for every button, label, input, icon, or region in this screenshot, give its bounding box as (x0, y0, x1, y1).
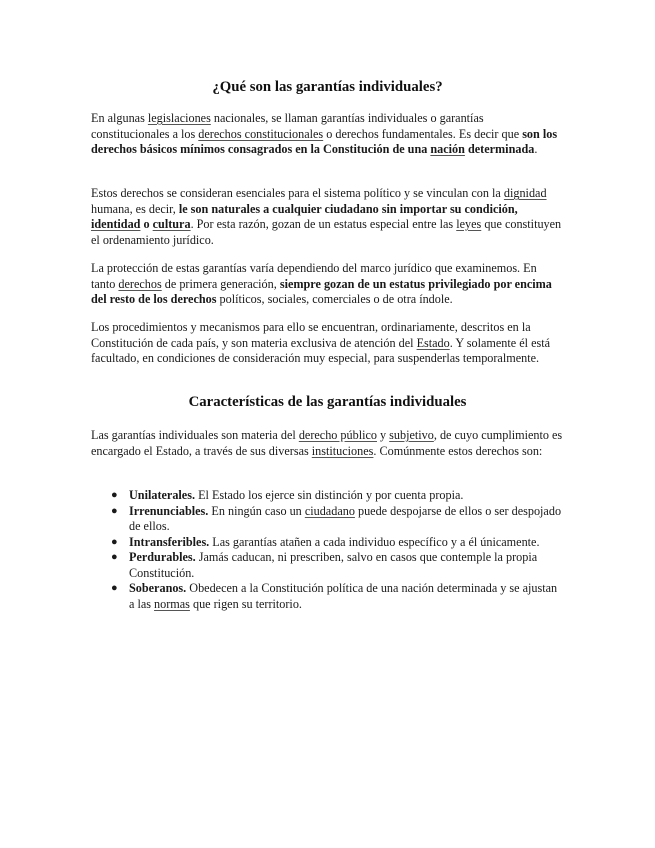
term: Unilaterales. (129, 488, 196, 502)
paragraph-procedimientos (91, 320, 564, 367)
text: Obedecen a la Constitución política de una nación determinada y se ajustan a las (129, 581, 558, 611)
paragraph-esenciales (91, 186, 564, 248)
text: En ningún caso un (208, 503, 305, 518)
text: que rigen su territorio. (189, 596, 302, 611)
characteristics-list (91, 488, 564, 612)
link-nacion[interactable]: nación (430, 142, 465, 156)
bold-text: o (140, 217, 153, 231)
paragraph-intro (91, 111, 564, 158)
text: nacionales, se llaman garantías individuales o garantías constitucionales a los (91, 111, 484, 141)
text: de primera generación, (161, 276, 280, 291)
text: . (534, 142, 538, 156)
bold-text: son los derechos básicos mínimos consagrados en la Constitución de una (91, 126, 558, 156)
text: Los procedimientos y mecanismos para ello se encuentran, ordinariamente, descritos en la Constitución de cada país, y son materia exclusiva de atención del (91, 320, 531, 350)
text: y (376, 428, 390, 442)
term: Irrenunciables. (129, 503, 209, 518)
text: puede despojarse de ellos o ser despojado de ellos. (129, 503, 562, 533)
bullet-icon: ● (111, 489, 118, 501)
text: . Por esta razón, gozan de un estatus especial entre las (190, 217, 457, 231)
text: políticos, sociales, comerciales o de otra índole. (216, 292, 453, 306)
text: , de cuyo cumplimiento es encargado el Estado, a través de sus diversas (91, 428, 563, 458)
link-derechos[interactable]: derechos (118, 276, 162, 291)
term: Intransferibles. (129, 534, 210, 549)
list-item-soberanos (91, 581, 564, 612)
text: . Comúnmente estos derechos son: (373, 443, 543, 458)
paragraph-materia (91, 428, 564, 459)
bold-text: determinada (464, 142, 535, 156)
link-legislaciones[interactable]: legislaciones (147, 111, 211, 125)
bullet-icon: ● (111, 535, 118, 548)
bold-text: le son naturales a cualquier ciudadano sin importar su condición, (178, 201, 518, 216)
text: Estos derechos se consideran esenciales para el sistema político y se vinculan con la (91, 186, 504, 200)
paragraph-proteccion (91, 261, 564, 308)
link-derecho-publico[interactable]: derecho público (298, 428, 377, 442)
bullet-icon: ● (111, 551, 118, 563)
text: o derechos fundamentales. Es decir que (323, 126, 523, 141)
list-item-intransferibles (91, 535, 564, 551)
text: Jamás caducan, ni prescriben, salvo en casos que contemple la propia Constitución. (129, 550, 538, 580)
heading-que-son: ¿Qué son las garantías individuales? (212, 79, 443, 95)
term: Perdurables. (129, 550, 196, 564)
link-identidad[interactable]: identidad (91, 217, 141, 231)
bullet-icon: ● (111, 582, 118, 594)
link-dignidad[interactable]: dignidad (503, 186, 547, 200)
list-item-unilaterales (91, 488, 564, 504)
link-subjetivo[interactable]: subjetivo (389, 428, 434, 442)
list-item-perdurables (91, 550, 564, 581)
list-item-irrenunciables (91, 504, 564, 535)
link-derechos-constitucionales[interactable]: derechos constitucionales (198, 126, 324, 141)
bold-text: siempre gozan de un estatus privilegiado por encima del resto de los derechos (91, 276, 552, 306)
text: Las garantías individuales son materia del (91, 428, 299, 442)
text: Las garantías atañen a cada individuo específico y a él únicamente. (209, 534, 540, 549)
link-normas[interactable]: normas (154, 596, 190, 611)
bullet-icon: ● (111, 504, 118, 517)
text: . Y solamente él está facultado, en condiciones de consideración muy especial, para suspenderlas temporalmente. (91, 335, 551, 365)
term: Soberanos. (129, 581, 187, 595)
text: El Estado los ejerce sin distinción y por cuenta propia. (195, 488, 464, 502)
text: que constituyen el ordenamiento jurídico. (91, 217, 562, 247)
link-ciudadano[interactable]: ciudadano (304, 503, 355, 518)
link-instituciones[interactable]: instituciones (311, 443, 374, 458)
heading-caracteristicas: Características de las garantías individuales (188, 394, 467, 410)
link-cultura[interactable]: cultura (152, 217, 191, 231)
text: humana, es decir, (91, 201, 179, 216)
text: En algunas (91, 111, 148, 125)
link-leyes[interactable]: leyes (456, 217, 482, 231)
link-estado[interactable]: Estado (416, 335, 450, 350)
text: La protección de estas garantías varía dependiendo del marco jurídico que examinemos. En tanto (91, 261, 537, 291)
